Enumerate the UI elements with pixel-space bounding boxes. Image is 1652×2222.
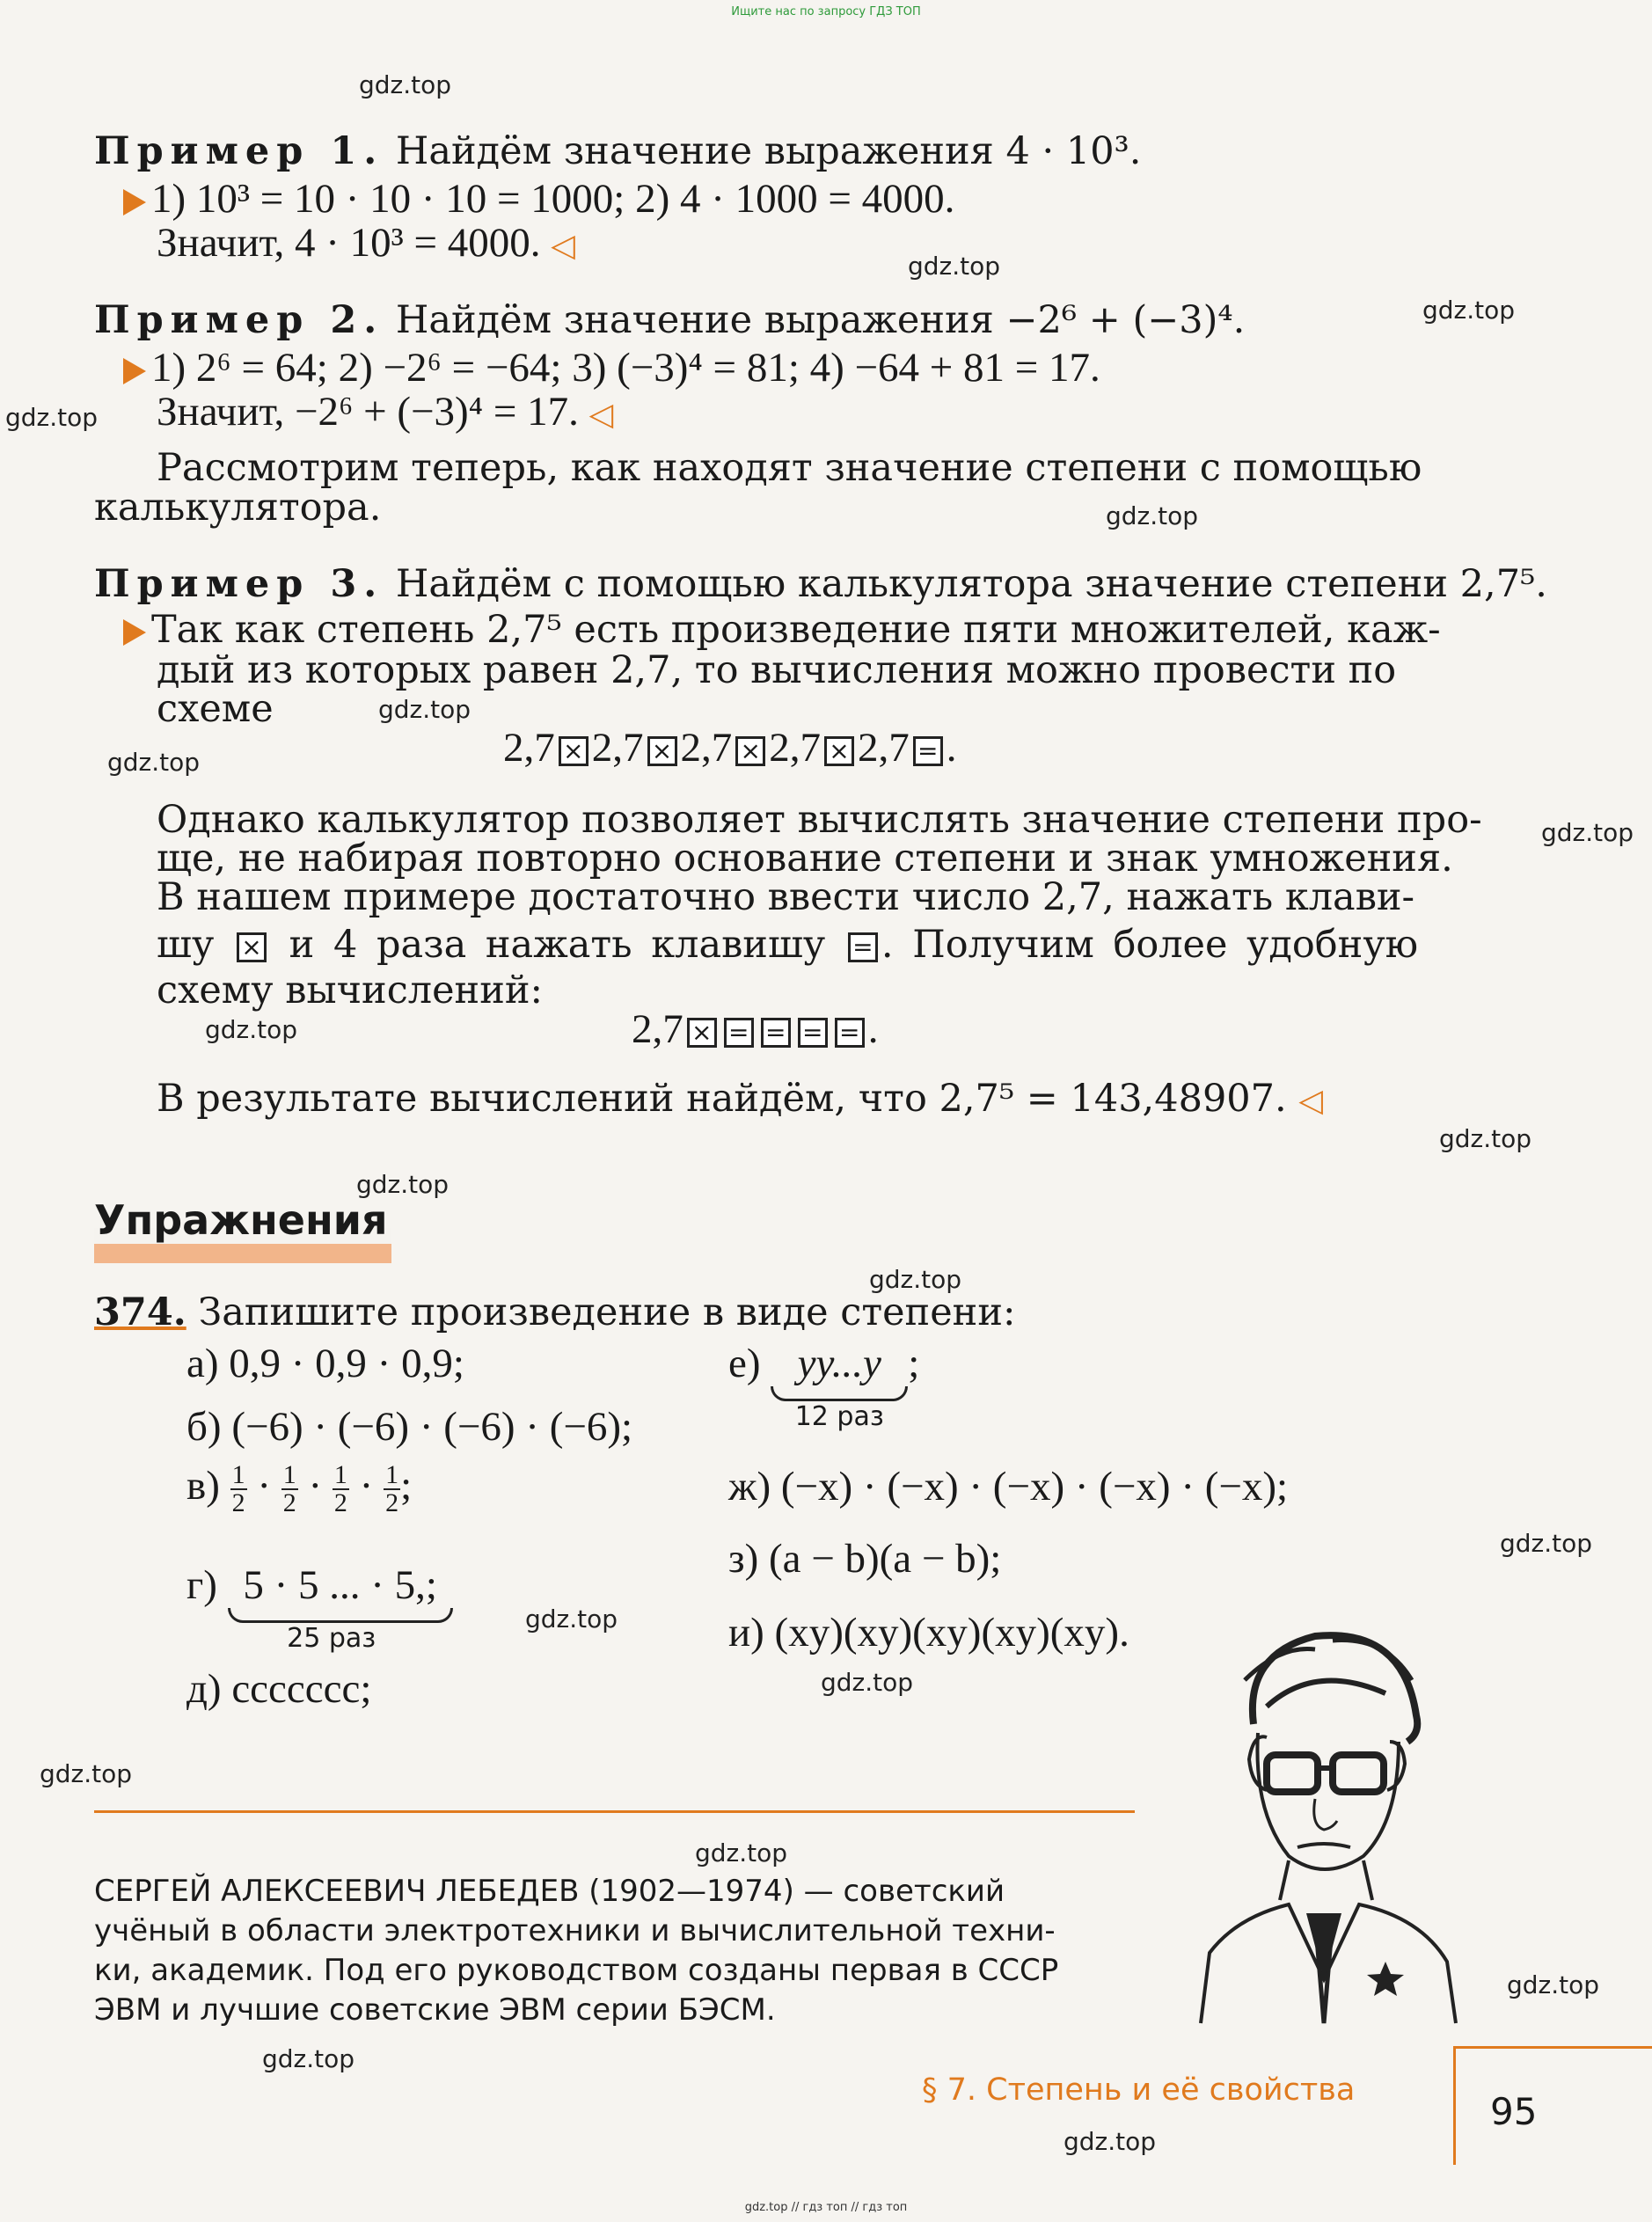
watermark-text: gdz.top: [107, 748, 201, 777]
example-1-line-2: Значит, 4 · 10³ = 4000. ◁: [157, 220, 575, 266]
intro-line-2: калькулятора.: [94, 486, 382, 530]
watermark-text: gdz.top: [1541, 818, 1634, 847]
watermark-text: gdz.top: [821, 1668, 914, 1697]
watermark-text: gdz.top: [525, 1604, 618, 1634]
portrait-illustration: [1183, 1610, 1465, 2032]
exercise-item-a: а) 0,9 · 0,9 · 0,9;: [186, 1341, 464, 1386]
brace-group: yy...y 12 раз: [771, 1341, 908, 1433]
fraction: $\frac{1}{2}$: [333, 1460, 347, 1517]
example-1-heading: [94, 130, 1141, 172]
fraction: $\frac{1}{2}$: [385, 1460, 399, 1517]
footer-divider-top: [1453, 2046, 1652, 2049]
equals-key-icon: =: [761, 1018, 791, 1048]
example-2-line-1: 1) 2⁶ = 64; 2) −2⁶ = −64; 3) (−3)⁴ = 81; 4) −64 + 81 = 17.: [123, 345, 1100, 391]
bio-divider: [94, 1810, 1135, 1813]
exercise-374-heading: [94, 1291, 1015, 1334]
watermark-text: gdz.top: [695, 1838, 788, 1868]
exercise-item-d: д) ccccccc;: [186, 1666, 372, 1712]
watermark-text: gdz.top: [356, 1170, 450, 1199]
multiply-key-icon: ×: [647, 736, 677, 766]
example-2-line-2: Значит, −2⁶ + (−3)⁴ = 17. ◁: [157, 389, 614, 435]
result-line: В результате вычислений найдём, что 2,7⁵ = 143,48907. ◁: [157, 1077, 1324, 1121]
solution-marker-icon: [123, 619, 146, 646]
example-3-line-1: Так как степень 2,7⁵ есть произведение пяти множителей, каж-: [123, 609, 1441, 651]
fraction: $\frac{1}{2}$: [231, 1460, 245, 1517]
example-1-task: Найдём значение выражения 4 · 10³.: [395, 129, 1142, 173]
watermark-text: gdz.top: [359, 70, 452, 99]
exercise-item-v: в) $\frac{1}{2}$ · $\frac{1}{2}$ · $\frac{1}{2}$ · $\frac{1}{2}$ ;: [186, 1460, 413, 1517]
multiply-key-icon: ×: [237, 932, 267, 962]
example-1-line-1: 1) 10³ = 10 · 10 · 10 = 1000; 2) 4 · 1000 = 4000.: [123, 176, 954, 222]
watermark-text: gdz.top: [378, 695, 471, 724]
watermark-text: gdz.top: [1106, 501, 1199, 530]
bio-line-4: ЭВМ и лучшие советские ЭВМ серии БЭСМ.: [94, 1992, 776, 2028]
watermark-text: gdz.top: [205, 1015, 298, 1044]
watermark-text: gdz.top: [908, 252, 1001, 281]
equals-key-icon: =: [848, 932, 878, 962]
footer-divider: [1453, 2046, 1456, 2165]
bio-line-3: ки, академик. Под его руководством созданы первая в СССР: [94, 1953, 1059, 1988]
paragraph-2-line-1: Однако калькулятор позволяет вычислять значение степени про-: [157, 798, 1482, 842]
example-2-label: Пример 2.: [94, 298, 384, 342]
multiply-key-icon: ×: [687, 1018, 717, 1048]
biography: [94, 1872, 1058, 2030]
multiply-key-icon: ×: [824, 736, 854, 766]
multiply-key-icon: ×: [559, 736, 588, 766]
fraction: $\frac{1}{2}$: [282, 1460, 296, 1517]
calculator-scheme-2: 2,7 × = = = = .: [632, 1006, 879, 1052]
exercise-item-e: е) yy...y 12 раз ;: [728, 1341, 920, 1432]
watermark-text: gdz.top: [262, 2044, 355, 2073]
section-title-footer: § 7. Степень и её свойства: [922, 2072, 1356, 2108]
equals-key-icon: =: [835, 1018, 865, 1048]
paragraph-2-line-4: шу × и 4 раза нажать клавишу = . Получим более удобную: [157, 923, 1419, 967]
example-3-heading: [94, 563, 1547, 605]
example-2-task: Найдём значение выражения −2⁶ + (−3)⁴.: [395, 298, 1246, 342]
exercise-item-b: б) (−6) · (−6) · (−6) · (−6);: [186, 1404, 633, 1450]
watermark-text: gdz.top: [1500, 1529, 1593, 1558]
watermark-text: gdz.top: [1064, 2127, 1157, 2156]
multiply-key-icon: ×: [735, 736, 765, 766]
equals-key-icon: =: [724, 1018, 754, 1048]
paragraph-2-line-2: ще, не набирая повторно основание степени и знак умножения.: [157, 837, 1453, 881]
brace-icon: [228, 1608, 453, 1623]
exercises-title: Упражнения: [94, 1196, 388, 1244]
end-marker-icon: ◁: [551, 228, 575, 264]
end-marker-icon: ◁: [588, 397, 614, 433]
example-2-heading: [94, 299, 1245, 341]
exercise-number: 374.: [94, 1290, 186, 1334]
example-3-task: Найдём с помощью калькулятора значение степени 2,7⁵.: [395, 562, 1547, 606]
watermark-text: gdz.top: [1422, 296, 1516, 325]
page-number: 95: [1490, 2090, 1538, 2133]
exercise-item-z: з) (a − b)(a − b);: [728, 1536, 1002, 1582]
bottom-watermark: gdz.top // гдз топ // гдз топ: [744, 2201, 908, 2214]
equals-key-icon: =: [913, 736, 943, 766]
bio-line-2: учёный в области электротехники и вычислительной техни-: [94, 1913, 1056, 1948]
watermark-text: gdz.top: [1439, 1124, 1532, 1153]
intro-line-1: Рассмотрим теперь, как находят значение степени с помощью: [157, 446, 1422, 490]
paragraph-2-line-3: В нашем примере достаточно ввести число 2,7, нажать клави-: [157, 875, 1415, 919]
end-marker-icon: ◁: [1298, 1083, 1324, 1119]
watermark-text: gdz.top: [1507, 1970, 1600, 1999]
exercise-item-g: г) 5 · 5 ... · 5,; 25 раз: [186, 1562, 453, 1655]
watermark-text: gdz.top: [5, 403, 99, 432]
paragraph-2-line-5: схему вычислений:: [157, 968, 544, 1012]
example-3-label: Пример 3.: [94, 562, 384, 606]
calculator-scheme-1: 2,7 × 2,7 × 2,7 × 2,7 × 2,7 = .: [503, 725, 957, 771]
equals-key-icon: =: [798, 1018, 828, 1048]
watermark-text: gdz.top: [869, 1265, 962, 1294]
exercise-item-i: и) (xy)(xy)(xy)(xy)(xy).: [728, 1610, 1129, 1656]
watermark-text: gdz.top: [40, 1759, 133, 1788]
exercise-task: Запишите произведение в виде степени:: [198, 1290, 1016, 1334]
example-1-label: Пример 1.: [94, 129, 384, 173]
solution-marker-icon: [123, 189, 146, 216]
top-watermark: Ищите нас по запросу ГДЗ ТОП: [731, 5, 921, 18]
example-3-line-3: схеме: [157, 687, 274, 731]
brace-group: 5 · 5 ... · 5,; 25 раз: [228, 1562, 453, 1655]
brace-icon: [771, 1386, 908, 1401]
bio-line-1: СЕРГЕЙ АЛЕКСЕЕВИЧ ЛЕБЕДЕВ (1902—1974) — советский: [94, 1874, 1005, 1909]
exercise-item-zh: ж) (−x) · (−x) · (−x) · (−x) · (−x);: [728, 1464, 1289, 1509]
example-3-line-2: дый из которых равен 2,7, то вычисления можно провести по: [157, 648, 1397, 692]
solution-marker-icon: [123, 358, 146, 384]
